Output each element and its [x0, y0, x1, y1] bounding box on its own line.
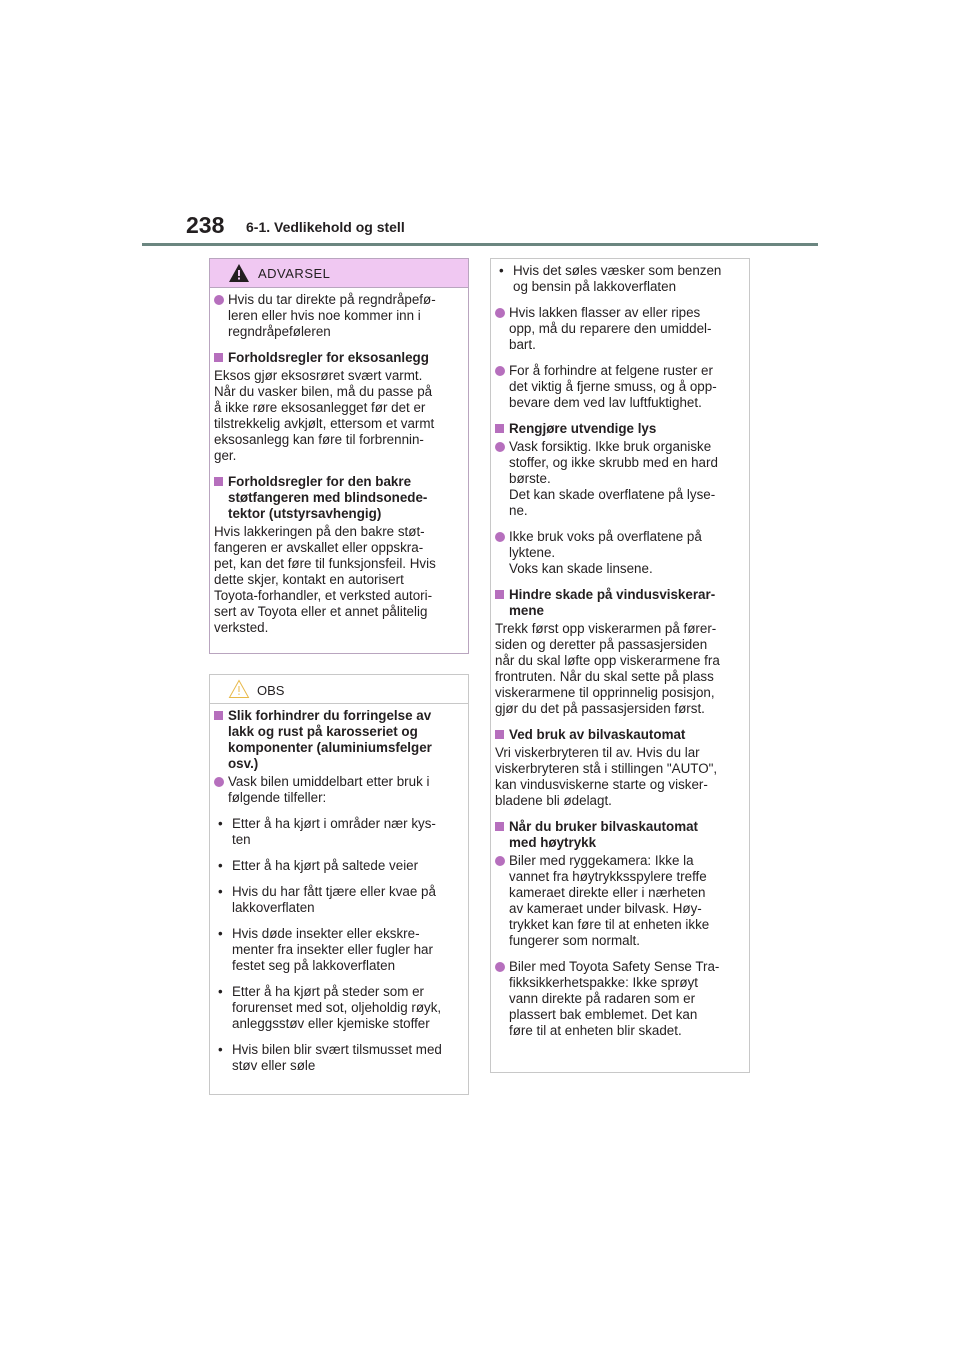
square-bullet-icon — [495, 424, 504, 433]
square-bullet-icon — [214, 477, 223, 486]
bullet-item — [214, 816, 464, 848]
warning-header — [210, 259, 468, 288]
paragraph: Hvis lakkeringen på den bakre støt- fangeren er avskallet eller oppskra- pet, kan det føre til funksjonsfeil. Hvis dette skjer, kontakt en autorisert Toyota-forhandler, et verksted autori- sert av Toyota eller et annet pålitelig verksted. — [214, 524, 436, 635]
subheading — [214, 708, 464, 772]
square-bullet-icon — [214, 353, 223, 362]
paragraph: Eksos gjør eksosrøret svært varmt. Når du vasker bilen, må du passe på å ikke røre eksosanlegget før det er tilstrekkelig avkjølt, ettersom et varmt eksosanlegg kan føre til forbrennin- ger. — [214, 368, 435, 463]
list-item — [495, 529, 745, 577]
item-text: Vask forsiktig. Ikke bruk organiske stoffer, og ikke skrubb med en hard børste. Det kan skade overflatene på lyse- ne. — [509, 439, 718, 518]
bullet-dot-icon: • — [499, 263, 504, 278]
item-text: For å forhindre at felgene ruster er det viktig å fjerne smuss, og å opp- bevare dem ved lav luftfuktighet. — [509, 363, 717, 410]
obs-box — [209, 674, 469, 1095]
bullet-dot-icon: • — [218, 816, 223, 831]
bullet-text: Hvis du har fått tjære eller kvae på lakkoverflaten — [232, 884, 436, 915]
square-bullet-icon — [495, 822, 504, 831]
subheading-text: Ved bruk av bilvaskautomat — [509, 727, 686, 742]
list-item — [214, 774, 464, 806]
obs-continued-box — [490, 258, 750, 1073]
subheading — [495, 819, 745, 851]
bullet-item — [214, 926, 464, 974]
warning-label: ADVARSEL — [258, 266, 331, 281]
circle-bullet-icon — [214, 777, 224, 787]
obs-header — [210, 675, 468, 704]
item-text: Biler med ryggekamera: Ikke la vannet fra høytrykksspylere treffe kameraet direkte eller i nærheten av kameraet under bilvask. Høy- trykket kan føre til at enheten ikke fungerer som normalt. — [509, 853, 710, 948]
subheading-text: Rengjøre utvendige lys — [509, 421, 657, 436]
subheading-text: Hindre skade på vindusviskerar- mene — [509, 587, 716, 618]
bullet-text: Hvis døde insekter eller ekskre- menter fra insekter eller fugler har festet seg på lakkoverflaten — [232, 926, 433, 973]
list-item — [214, 292, 464, 340]
warning-box — [209, 258, 469, 654]
bullet-dot-icon: • — [218, 884, 223, 899]
bullet-dot-icon: • — [218, 1042, 223, 1057]
subheading — [214, 350, 464, 366]
item-text: Vask bilen umiddelbart etter bruk i følgende tilfeller: — [228, 774, 430, 805]
circle-bullet-icon — [495, 856, 505, 866]
page-number: 238 — [186, 212, 225, 238]
list-item — [495, 305, 745, 353]
list-item — [495, 439, 745, 519]
header-rule — [142, 243, 818, 246]
bullet-item — [214, 884, 464, 916]
list-item — [495, 853, 745, 949]
paragraph: Vri viskerbryteren til av. Hvis du lar viskerbryteren stå i stillingen "AUTO", kan vindusviskerne starte og visker- bladene bli ødelagt. — [495, 745, 718, 808]
bullet-text: Etter å ha kjørt på steder som er forurenset med sot, oljeholdig røyk, anleggsstøv eller kjemiske stoffer — [232, 984, 442, 1031]
subheading — [495, 727, 745, 743]
bullet-item — [214, 858, 464, 874]
bullet-item — [214, 1042, 464, 1074]
square-bullet-icon — [495, 590, 504, 599]
circle-bullet-icon — [495, 308, 505, 318]
circle-bullet-icon — [214, 295, 224, 305]
item-text: Hvis lakken flasser av eller ripes opp, må du reparere den umiddel- bart. — [509, 305, 712, 352]
bullet-text: Etter å ha kjørt på saltede veier — [232, 858, 419, 873]
list-item — [495, 959, 745, 1039]
bullet-text: Hvis bilen blir svært tilsmusset med støv eller søle — [232, 1042, 442, 1073]
obs-label: OBS — [257, 683, 285, 698]
page-header — [0, 0, 960, 250]
circle-bullet-icon — [495, 532, 505, 542]
circle-bullet-icon — [495, 962, 505, 972]
square-bullet-icon — [495, 730, 504, 739]
subheading-text: Når du bruker bilvaskautomat med høytrykk — [509, 819, 699, 850]
subheading — [495, 421, 745, 437]
bullet-text: Etter å ha kjørt i områder nær kys- ten — [232, 816, 436, 847]
subheading-text: Slik forhindrer du forringelse av lakk og rust på karosseriet og komponenter (aluminiumsfelger osv.) — [228, 708, 432, 771]
warning-triangle-icon — [228, 263, 250, 287]
bullet-item — [495, 263, 745, 295]
list-item — [495, 363, 745, 411]
square-bullet-icon — [214, 711, 223, 720]
bullet-text: Hvis det søles væsker som benzen og bensin på lakkoverflaten — [513, 263, 722, 294]
bullet-item — [214, 984, 464, 1032]
circle-bullet-icon — [495, 442, 505, 452]
circle-bullet-icon — [495, 366, 505, 376]
paragraph: Trekk først opp viskerarmen på fører- siden og deretter på passasjersiden når du skal løfte opp viskerarmene fra frontruten. Når du skal sette på plass viskerarmene til opprinnelig posisjon, gjør du det på passasjersiden først. — [495, 621, 720, 716]
item-text: Biler med Toyota Safety Sense Tra- fikksikkerhetspakke: Ikke sprøyt vann direkte på radaren som er plassert bak emblemet. Det kan føre til at enheten blir skadet. — [509, 959, 720, 1038]
subheading — [214, 474, 464, 522]
item-text: Hvis du tar direkte på regndråpefø- leren eller hvis noe kommer inn i regndråpeføleren — [228, 292, 436, 339]
subheading-text: Forholdsregler for eksosanlegg — [228, 350, 429, 365]
item-text: Ikke bruk voks på overflatene på lyktene. Voks kan skade linsene. — [509, 529, 702, 576]
bullet-dot-icon: • — [218, 858, 223, 873]
bullet-dot-icon: • — [218, 926, 223, 941]
section-title: 6-1. Vedlikehold og stell — [246, 219, 405, 235]
subheading-text: Forholdsregler for den bakre støtfangeren med blindsonede- tektor (utstyrsavhengig) — [228, 474, 428, 521]
bullet-dot-icon: • — [218, 984, 223, 999]
caution-triangle-icon — [228, 679, 250, 703]
subheading — [495, 587, 745, 619]
